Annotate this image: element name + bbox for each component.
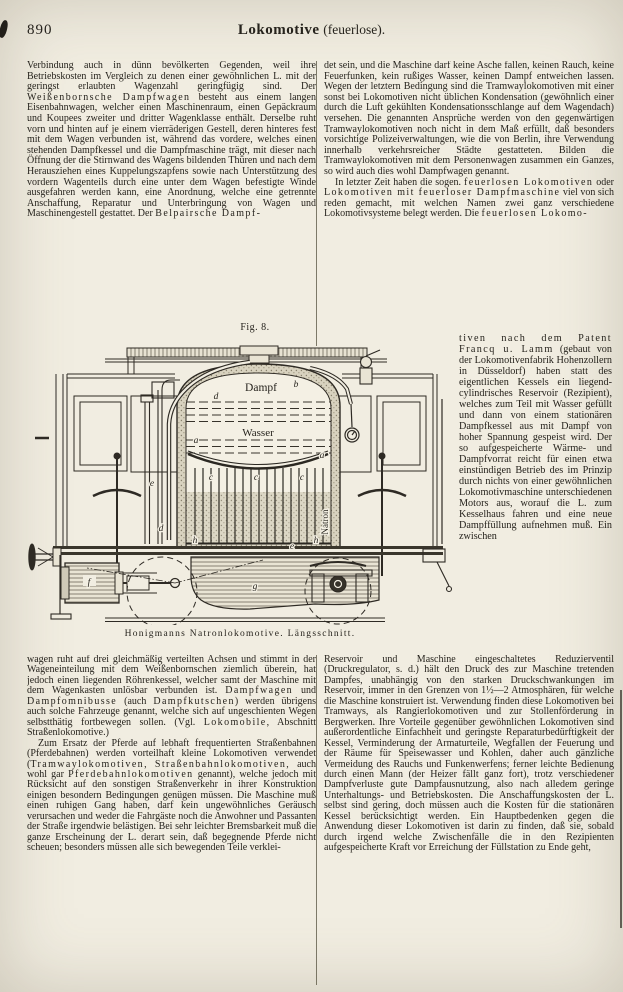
paragraph: Verbindung auch in dünn bevölkerten Gegenden, weil ihre Betriebskosten im Vergleich zu denen einer gewöhnlichen L. mit der geringst erlaubten Wagenzahl geringfügig sind. Der Weißenbornsche Dampfwagen besteht aus einem langen Eisenbahnwagen, welcher einen Maschinenraum, einen Gepäckraum und Koupees zweiter und dritter Wagenklasse enthält. Derselbe ruht vorn und hinten auf je einem vierräderigen Gestell, deren hinteres fest mit dem Wagen verbunden ist, während das vordere, welches einen stehenden Dampfkessel und die Dampfmaschine trägt, mit dieser nach Öffnung der die Stirnwand des Wagens bildenden Thüren und nach dem Herausziehen eines Kuppelungszapfens sowie nach Unterstützung des vordern Wagenteils durch eine unter dem Wagen befestigte Winde ausgefahren werden kann, eine Anordnung, welche eine getrennte Anschaffung, Reparatur und Unterbringung von Wagen und Maschinengestell gestattet. Der Belpairsche Dampf- [27,61,316,220]
soda-label: Natron [320,509,330,535]
buffer [29,544,61,570]
part-letter-h: h [313,536,319,546]
part-letter-a: a [319,451,325,461]
page-title [0,22,623,39]
part-letter-c: c [208,473,214,483]
right-column-narrow [459,333,612,664]
paragraph: Reservoir und Maschine eingeschaltetes Reduzierventil (Druckregulator, s. d.) hält den Druck des zur Maschine tretenden Dampfes, unabhängig von den starken Druckschwankungen im Reservoir, immer in den Grenzen von 1½—2 Atmosphären, für welche die Maschine konstruiert ist. Verwendung finden diese Lokomotiven bei Tramways, als Rangierlokomotiven und zur Stollenförderung in Bergwerken. Ihre Vorteile gegenüber gewöhnlichen Lokomotiven sind außerordentliche Einfachheit und geringste Reparaturbedürftigkeit der Kessel, Verminderung der Armaturteile, Wegfallen der Feuerung und der Räume für Speisewasser und Kohlen, daher auch gänzliche Vermeidung des Rauchs und Funkenwerfens; ferner leichte Bedienung durch einen Mann (der Heizer fällt ganz fort), trotz verschiedener Dampfverluste gute Dampfausnutzung, also nach alledem geringe Unterhaltungs- und Betriebskosten. Die Anschaffungskosten der L. selbst sind gering, doch müssen auch die Kosten für die stationären Kessel berücksichtigt werden. Ein Hauptbedenken gegen die Anwendung dieser Lokomotiven ist darin zu finden, daß sie, sobald durch irgend welche Zwischenfälle die in den Rezipienten aufgespeicherte Kraft vor Erreichung der Füllstation zu Ende geht, [324,655,614,854]
scan-page-edge [620,690,622,928]
part-letter-g: g [252,582,258,592]
page-title-qualifier: (feuerlose). [323,22,386,37]
paragraph: tiven nach dem Patent Francq u. Lamm (gebaut von der Lokomotivenfabrik Hohenzollern in Düsseldorf) haben statt des eigentlichen Kessels ein liegend-cylindrisches Reservoir (Rezipient), welches zum Teil mit Wasser gefüllt und dann von einem stationären Dampfkessel aus mit Dampf von hoher Spannung gespeist wird. Der so aufgespeicherte Wärme- und Dampfvorrat reicht für einen etwa einstündigen Betrieb des im Prinzip durch nichts von einer gewöhnlichen Lokomotivmaschine unterschiedenen Motors aus, worauf die L. zum Kesselhaus fahren und eine neue Dampffüllung aufnehmen muß. Ein zwischen [459,333,612,542]
coupling [423,549,452,592]
figure-caption: Honigmanns Natronlokomotive. Längsschnitt. [124,629,356,639]
column-rule-bottom [316,655,317,985]
part-letter-a: a [193,436,199,446]
pressure-gauge [345,404,359,442]
natron-locomotive-drawing [25,344,455,625]
locomotive-figure [25,344,455,625]
part-letter-d: d [158,524,164,534]
part-letter-c: c [299,473,305,483]
part-letter-c: c [253,473,259,483]
left-column-bottom [27,655,316,986]
paragraph: Zum Ersatz der Pferde auf lebhaft frequentierten Straßenbahnen (Pferdebahnen) werden vorteilhaft kleine Lokomotiven verwendet (Tramwaylokomotiven, Straßenbahnlokomotiven, auch wohl gar Pferdebahnlokomotiven genannt), welche jedoch mit Rücksicht auf den sonstigen Straßenverkehr in ihrer Konstruktion einigen besondern Bedingungen genügen müssen. Die Maschine muß einen ruhigen Gang haben, darf kein ungewöhnliches Geräusch verursachen und weder die Fahrgäste noch die Anwohner und Passanten der Straße irgendwie belästigen. Bei sehr leichter Bremsbarkeit muß die ganze Erscheinung der L. derart sein, daß begegnende Pferde nicht scheuen; besonders müssen alle sich bewegenden Teile verklei- [27,737,316,854]
page-number: 890 [27,22,53,38]
paragraph: det sein, und die Maschine darf keine Asche fallen, keinen Rauch, keine Feuerfunken, kein rußiges Wasser, keinen Dampf entweichen lassen. Wegen der letztern Bedingung sind die Tramwaylokomotiven mit einer sonst bei Lokomotiven nicht üblichen Kondensation (gewöhnlich einer durch die Luft gekühlten Kondensationsschlange auf dem Wagendach) versehen. Die genannten Ansprüche werden von den gegenwärtigen Tramwaylokomotiven noch nicht in dem Maß erfüllt, daß besonders vorsichtige Polizeiverwaltungen, wie die von Berlin, ihre Verwendung innerhalb verkehrsreicher Städte gestatteten. Bilden die Tramwaylokomotiven mit dem Personenwagen zusammen ein Ganzes, so wird auch dies wohl Dampfwagen genannt. [324,61,614,177]
right-column-top [324,61,614,334]
part-letter-f: f [87,578,91,588]
figure-number: Fig. 8. [240,322,270,333]
column-rule-top [316,61,317,346]
paragraph: wagen ruht auf drei gleichmäßig verteilten Achsen und stimmt in der Wageneinteilung mit dem Weißenbornschen ziemlich überein, hat jedoch einen liegenden Röhrenkessel, welcher samt der Maschine mit dem Wagenkasten unlösbar verbunden ist. Dampfwagen und Dampfomnibusse (auch Dampfkutschen) werden übrigens auch solche Fahrzeuge genannt, welche sich auf ungeschienten Wegen selbstthätig fortbewegen sollen. (Vgl. Lokomobile, Abschnitt Straßenlokomotive.) [27,655,316,739]
steam-cylinder [61,563,180,603]
part-letter-h: h [192,536,198,546]
right-column-bottom [324,655,614,986]
paragraph: In letzter Zeit haben die sogen. feuerlosen Lokomotiven oder Lokomotiven mit feuerloser Dampfmaschine viel von sich reden gemacht, mit welchen Namen zwei ganz verschiedene Lokomotivsysteme belegt werden. Die feuerlosen Lokomo- [324,176,614,220]
part-letter-b: b [293,380,299,390]
part-letter-e: e [149,479,155,489]
page-title-main: Lokomotive [237,22,320,38]
steam-label: Dampf [245,382,277,394]
part-letter-d: d [213,392,219,402]
underframe-tank [191,557,379,609]
part-letter-e: e [289,542,295,552]
water-label: Wasser [242,427,274,439]
left-column-top [27,61,316,348]
